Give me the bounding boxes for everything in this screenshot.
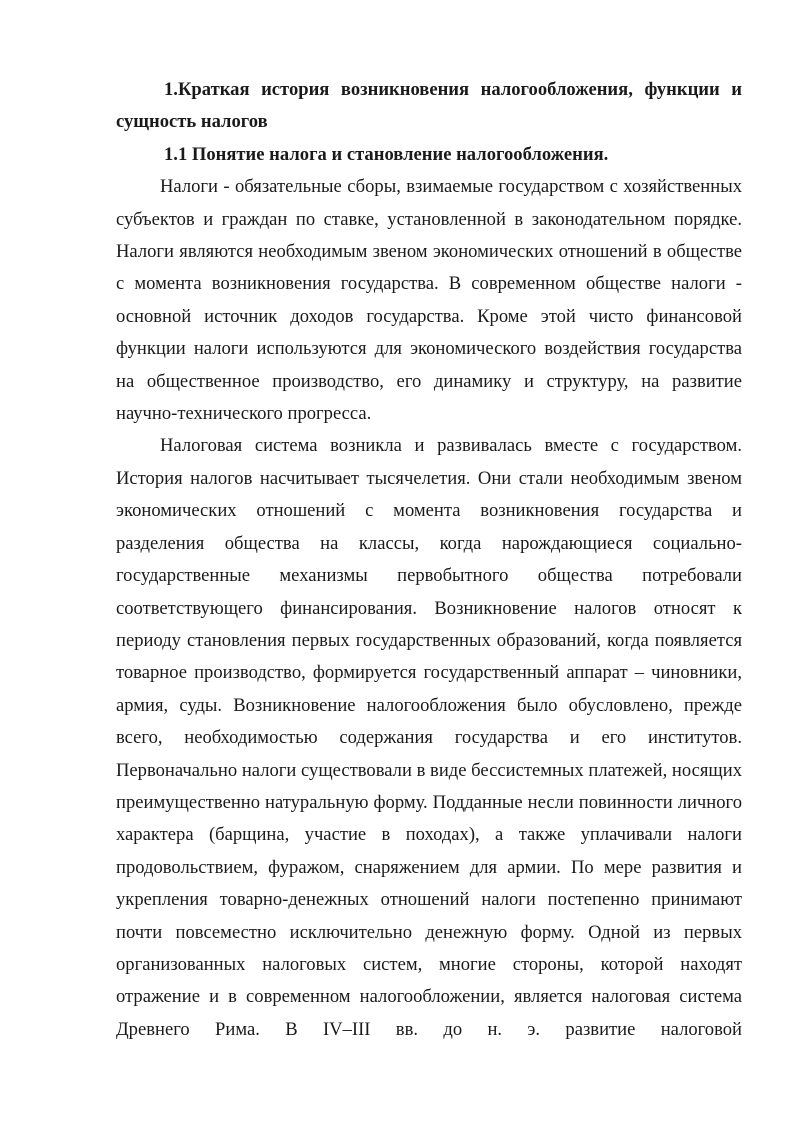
document-body: [116, 74, 742, 1046]
subsection-heading: 1.1 Понятие налога и становление налогообложения.: [164, 143, 609, 165]
paragraph-tax-definition: Налоги - обязательные сборы, взимаемые государством с хозяйственных субъектов и граждан по ставке, установленной в законодательном порядке. Налоги являются необходимым звеном экономических отношений в обществе с момента возникновения государства. В современном обществе налоги - основной источник доходов государства. Кроме этой чисто финансовой функции налоги используются для экономического воздействия государства на общественное производство, его динамику и структуру, на развитие научно-технического прогресса.: [116, 176, 742, 425]
paragraph-tax-history: Налоговая система возникла и развивалась вместе с государством. История налогов насчитывает тысячелетия. Они стали необходимым звеном экономических отношений с момента возникновения государства и разделения общества на классы, когда нарождающиеся социально-государственные механизмы первобытного общества потребовали соответствующего финансирования. Возникновение налогов относят к периоду становления первых государственных образований, когда появляется товарное производство, формируется государственный аппарат – чиновники, армия, суды. Возникновение налогообложения было обусловлено, прежде всего, необходимостью содержания государства и его институтов. Первоначально налоги существовали в виде бессистемных платежей, носящих преимущественно натуральную форму. Подданные несли повинности личного характера (барщина, участие в походах), а также уплачивали налоги продовольствием, фуражом, снаряжением для армии. По мере развития и укрепления товарно-денежных отношений налоги постепенно принимают почти повсеместно исключительно денежную форму. Одной из первых организованных налоговых систем, многие стороны, которой находят отражение и в современном налогообложении, является налоговая система Древнего Рима. В IV–III вв. до н. э. развитие налоговой: [116, 435, 742, 1040]
section-heading: 1.Краткая история возникновения налогообложения, функции и сущность налогов: [116, 79, 742, 133]
